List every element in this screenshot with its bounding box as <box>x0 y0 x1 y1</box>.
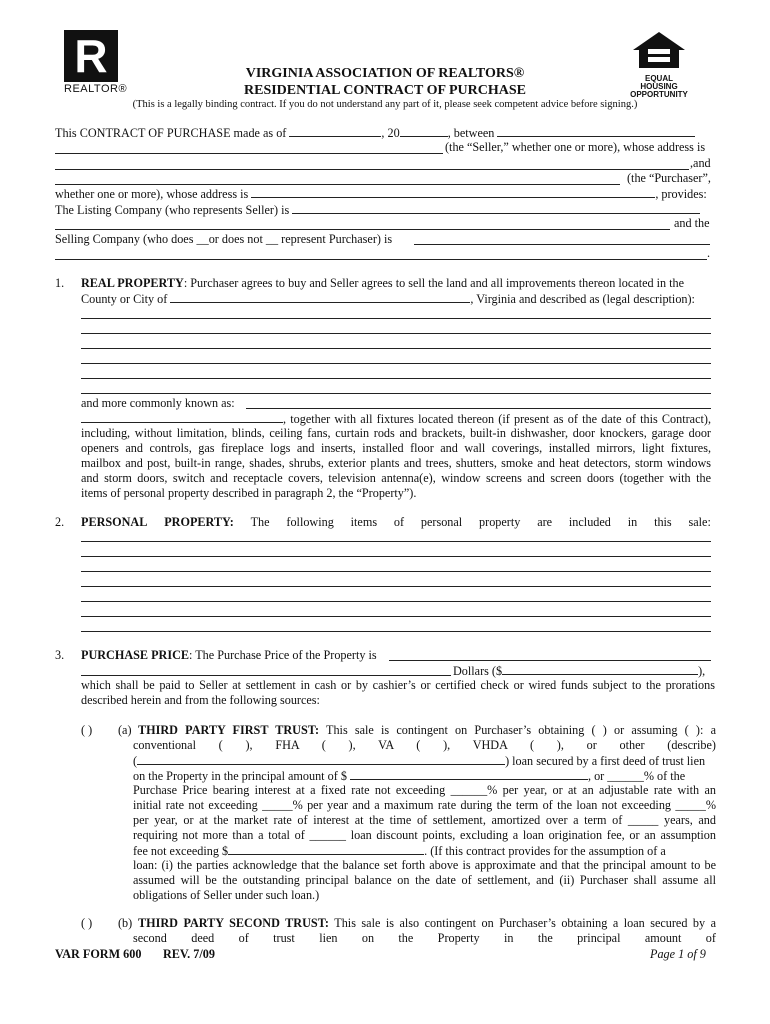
section-1-line-1: REAL PROPERTY: Purchaser agrees to buy and Seller agrees to sell the land and all improvements thereon located in the <box>81 276 685 290</box>
section-3-line-4: described herein and from the following sources: <box>81 693 320 707</box>
section-2-word: personal <box>420 515 463 529</box>
form-title: RESIDENTIAL CONTRACT OF PURCHASE <box>244 83 526 98</box>
first-trust-line-5: Purchase Price bearing interest at a fixed rate not exceeding ______% per year, or at an adjustable rate with an <box>133 783 716 797</box>
form-revision: REV. 7/09 <box>163 947 215 961</box>
legal-description-line[interactable] <box>81 393 711 394</box>
purchaser-address-field[interactable] <box>251 186 655 198</box>
seller-name-field[interactable] <box>497 125 695 137</box>
section-1-fixtures-line-6: items of personal property described in paragraph 2, the “Property”). <box>81 486 417 500</box>
seller-address-line[interactable] <box>55 169 689 170</box>
assumption-fee-field[interactable] <box>228 843 424 855</box>
form-number: VAR FORM 600 <box>55 947 142 961</box>
purchase-price-amount-field[interactable] <box>502 663 698 675</box>
legal-notice: (This is a legally binding contract. If you do not understand any part of it, please seek competent advice before signing.) <box>132 99 638 110</box>
contract-year-field[interactable] <box>400 125 448 137</box>
section-2-word: items <box>350 515 378 529</box>
personal-property-line[interactable] <box>81 586 711 587</box>
second-trust-word: second <box>133 931 167 945</box>
loan-type-describe-field[interactable] <box>137 753 505 765</box>
personal-property-line[interactable] <box>81 631 711 632</box>
second-trust-word: deed <box>191 931 215 945</box>
seller-name-line[interactable] <box>55 153 443 154</box>
section-2-word: in <box>627 515 638 529</box>
legal-description-line[interactable] <box>81 333 711 334</box>
section-2-heading <box>81 515 711 530</box>
section-2-word: following <box>286 515 334 529</box>
personal-property-line[interactable] <box>81 616 711 617</box>
section-2-word: sale: <box>688 515 711 529</box>
first-trust-checkbox[interactable]: ( ) <box>81 723 93 737</box>
second-trust-word: of <box>238 931 249 945</box>
section-1-line-2: County or City of , Virginia and described as (legal description): <box>81 292 695 306</box>
personal-property-line[interactable] <box>81 541 711 542</box>
personal-property-line[interactable] <box>81 556 711 557</box>
second-trust-word: lien <box>319 931 338 945</box>
first-trust-line-8: requiring not more than a total of ______ loan discount points, excluding a loan origination fee, or an assumption <box>133 828 716 842</box>
parties-line-1: This CONTRACT OF PURCHASE made as of , 20 , between <box>55 125 695 141</box>
section-3-number: 3. <box>55 648 65 662</box>
purchase-price-words-field[interactable] <box>389 660 711 661</box>
first-trust-line-12: obligations of Seller under such loan.) <box>133 888 320 902</box>
legal-description-line[interactable] <box>81 348 711 349</box>
parties-line-2: (the “Seller,” whether one or more), whose address is <box>445 140 706 154</box>
section-1-number: 1. <box>55 276 65 290</box>
second-trust-line-2 <box>133 931 716 946</box>
first-trust-line-11: assumed will be the outstanding principal balance on the date of settlement, and (ii) Purchaser shall assume all <box>133 873 716 887</box>
page-number: Page 1 of 9 <box>650 947 706 961</box>
listing-company-field[interactable] <box>292 202 700 214</box>
section-2-word: are <box>537 515 553 529</box>
section-1-fixtures-line-5: and storm doors, switch and receptacle covers, television antenna(e), window screens and screen doors (together with the <box>81 471 711 485</box>
section-1-fixtures-line-4: mailbox and post, built-in range, shades, shrubs, exterior plants and trees, shutters, smoke and heat detectors, storm windows <box>81 456 711 470</box>
second-trust-checkbox[interactable]: ( ) <box>81 916 93 930</box>
section-2-word: PROPERTY: <box>164 515 234 529</box>
second-trust-word: trust <box>273 931 295 945</box>
eho-caption-2: OPPORTUNITY <box>630 90 688 99</box>
section-1-fixtures-line-1: , together with all fixtures located thereon (if present as of the date of this Contract), <box>81 411 711 427</box>
second-trust-word: the <box>537 931 553 945</box>
second-trust-word: of <box>705 931 716 945</box>
personal-property-line[interactable] <box>81 601 711 602</box>
section-2-word: PERSONAL <box>81 515 148 529</box>
known-as-field[interactable] <box>246 408 711 409</box>
first-trust-line-3: ( ) loan secured by a first deed of trust lien <box>133 754 706 768</box>
first-trust-amount-field[interactable] <box>350 768 588 780</box>
parties-line-8: Selling Company (who does __or does not __ represent Purchaser) is <box>55 232 393 246</box>
section-2-word: The <box>250 515 270 529</box>
first-trust-line-4: on the Property in the principal amount of $ , or ______% of the <box>133 769 686 783</box>
selling-company-line-2[interactable] <box>55 259 707 260</box>
first-trust-label: (a) <box>118 723 132 737</box>
section-2-number: 2. <box>55 515 65 529</box>
parties-line-4: (the “Purchaser”, <box>627 171 711 185</box>
listing-company-line-2[interactable] <box>55 229 670 230</box>
second-trust-word: amount <box>644 931 682 945</box>
section-2-word: included <box>568 515 611 529</box>
first-trust-line-2: conventional ( ), FHA ( ), VA ( ), VHDA ( ), or other (describe) <box>133 738 716 752</box>
eho-caption-1: EQUAL HOUSING <box>640 74 678 91</box>
parties-line-6: The Listing Company (who represents Seller) is <box>55 202 700 218</box>
section-3-line-1: PURCHASE PRICE: The Purchase Price of the Property is <box>81 648 377 662</box>
contract-date-field[interactable] <box>289 125 381 137</box>
county-field[interactable] <box>170 291 470 303</box>
parties-line-5: whether one or more), whose address is , provides: <box>55 187 707 201</box>
second-trust-word: on <box>361 931 375 945</box>
second-trust-label: (b) <box>118 916 133 930</box>
legal-description-line[interactable] <box>81 318 711 319</box>
personal-property-line[interactable] <box>81 571 711 572</box>
first-trust-line-10: loan: (i) the parties acknowledge that the balance set forth above is approximate and that the principal amount to be <box>133 858 716 872</box>
section-3-line-3: which shall be paid to Seller at settlement in cash or by cashier’s or certified check or wired funds subject to the prorations <box>81 678 715 692</box>
known-as-field-2[interactable] <box>81 411 283 423</box>
parties-line-7: and the <box>674 216 710 230</box>
section-1-fixtures-line-3: openers and controls, gas fireplace logs and inserts, installed floor and wall coverings, installed mirrors, light fixtures, <box>81 441 711 455</box>
purchase-price-words-line-2[interactable] <box>81 675 451 676</box>
first-trust-title: THIRD PARTY FIRST TRUST: <box>138 723 320 737</box>
realtor-logo-letter: R <box>74 30 108 82</box>
first-trust-line-7: per year, or at the market rate of interest at the time of settlement, amortized over a term of _____ years, and <box>133 813 716 827</box>
legal-description-line[interactable] <box>81 363 711 364</box>
second-trust-word: principal <box>577 931 621 945</box>
parties-period: . <box>707 246 711 260</box>
second-trust-word: the <box>398 931 414 945</box>
parties-line-3: ,and <box>690 156 711 170</box>
section-1-title: REAL PROPERTY <box>81 276 184 290</box>
second-trust-line-1: THIRD PARTY SECOND TRUST: This sale is also contingent on Purchaser’s obtaining a loan secured by a <box>138 916 717 930</box>
section-3-title: PURCHASE PRICE <box>81 648 190 662</box>
section-3-line-2: Dollars ($ ), <box>453 664 706 678</box>
organization-name: VIRGINIA ASSOCIATION OF REALTORS® <box>245 66 525 81</box>
legal-description-line[interactable] <box>81 378 711 379</box>
second-trust-word: in <box>504 931 514 945</box>
known-as-label: and more commonly known as: <box>81 396 235 410</box>
section-2-word: property <box>479 515 521 529</box>
house-icon <box>631 30 687 70</box>
first-trust-line-6: initial rate not exceeding _____% per year and a maximum rate during the term of the loan not exceeding _____% <box>133 798 716 812</box>
section-2-word: this <box>654 515 672 529</box>
second-trust-word: Property <box>437 931 480 945</box>
selling-company-field[interactable] <box>414 244 710 245</box>
first-trust-line-1: THIRD PARTY FIRST TRUST: This sale is contingent on Purchaser’s obtaining ( ) or assuming ( ): a <box>138 723 716 737</box>
first-trust-line-9: fee not exceeding $ . (If this contract provides for the assumption of a <box>133 844 666 858</box>
section-1-fixtures-line-2: including, without limitation, blinds, ceiling fans, curtain rods and brackets, built-in dishwasher, door knockers, garage door <box>81 426 711 440</box>
section-2-word: of <box>393 515 405 529</box>
realtor-logo-word: REALTOR® <box>64 83 128 95</box>
second-trust-title: THIRD PARTY SECOND TRUST: <box>138 916 329 930</box>
purchaser-name-line[interactable] <box>55 184 620 185</box>
